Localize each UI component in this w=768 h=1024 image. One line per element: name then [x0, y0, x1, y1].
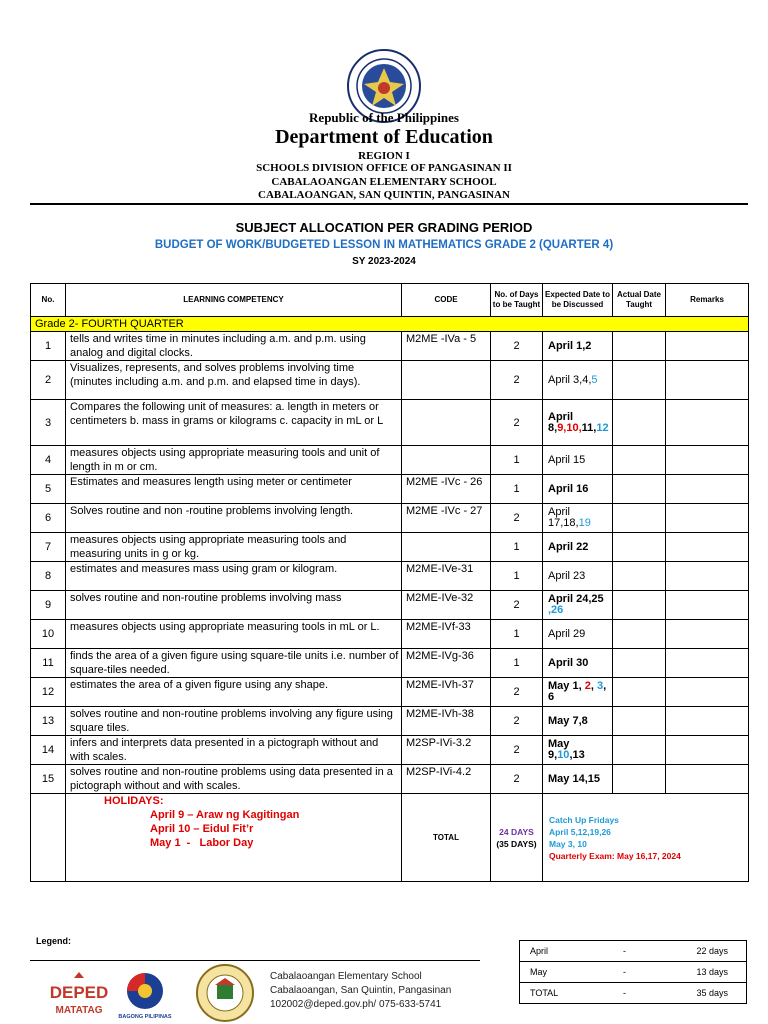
- row-remarks: [666, 400, 749, 446]
- row-expected-date: [543, 678, 613, 707]
- date-segment: April: [548, 506, 571, 518]
- row-expected-date: [543, 533, 613, 562]
- legend-row: [520, 962, 747, 983]
- date-segment: 12: [596, 421, 609, 434]
- holiday-item: April 10 – Eidul Fit’r: [150, 823, 254, 835]
- row-expected-date: [543, 765, 613, 794]
- date-segment: April: [548, 410, 574, 423]
- date-segment: April 15: [548, 453, 586, 466]
- date-segment: May 14,15: [548, 772, 600, 785]
- row-remarks: [666, 446, 749, 475]
- row-days: 1: [491, 562, 543, 591]
- table-row: [31, 504, 749, 533]
- total-days-sub: (35 DAYS): [496, 838, 537, 849]
- row-remarks: [666, 591, 749, 620]
- legend-label: Legend:: [36, 936, 71, 946]
- row-days: 1: [491, 649, 543, 678]
- row-number: 2: [31, 361, 66, 400]
- row-code: M2ME -IVa - 5: [402, 332, 491, 361]
- row-code: M2SP-IVi-3.2: [402, 736, 491, 765]
- region-heading: REGION I: [358, 150, 410, 162]
- row-actual-date: [613, 446, 666, 475]
- row-competency: Solves routine and non -routine problems involving length.: [66, 504, 402, 533]
- date-segment: 11,: [581, 421, 597, 434]
- date-segment: 19: [578, 517, 591, 529]
- row-code: M2ME-IVe-31: [402, 562, 491, 591]
- table-row: [31, 736, 749, 765]
- row-remarks: [666, 533, 749, 562]
- row-actual-date: [613, 736, 666, 765]
- total-label: TOTAL: [402, 794, 491, 882]
- row-days: 2: [491, 332, 543, 361]
- row-code: [402, 533, 491, 562]
- row-number: 6: [31, 504, 66, 533]
- date-segment: ,13: [569, 749, 585, 761]
- footer-school-name: Cabalaoangan Elementary School: [270, 971, 422, 982]
- header-competency: LEARNING COMPETENCY: [66, 284, 402, 317]
- table-row: [31, 446, 749, 475]
- footer-address: Cabalaoangan, San Quintin, Pangasinan: [270, 985, 452, 996]
- date-segment: ,26: [548, 604, 564, 616]
- total-days-cell: [491, 794, 543, 882]
- quarterly-exam: Quarterly Exam: May 16,17, 2024: [549, 850, 681, 861]
- holidays-title: HOLIDAYS:: [104, 795, 164, 807]
- row-remarks: [666, 475, 749, 504]
- date-segment: 5: [591, 373, 598, 386]
- row-actual-date: [613, 678, 666, 707]
- row-days: 2: [491, 678, 543, 707]
- row-expected-date: [543, 620, 613, 649]
- svg-text:BAGONG PILIPINAS: BAGONG PILIPINAS: [118, 1014, 172, 1020]
- table-row: [31, 591, 749, 620]
- row-code: [402, 361, 491, 400]
- legend-summary-table: [519, 940, 747, 1004]
- legend-month: May: [520, 962, 595, 983]
- date-segment: 9,10,: [557, 421, 582, 434]
- row-code: M2ME-IVf-33: [402, 620, 491, 649]
- row-code: [402, 400, 491, 446]
- row-remarks: [666, 620, 749, 649]
- division-heading: SCHOOLS DIVISION OFFICE OF PANGASINAN II: [256, 162, 512, 174]
- date-segment: April 16: [548, 482, 589, 495]
- row-days: 2: [491, 400, 543, 446]
- row-number: 14: [31, 736, 66, 765]
- bagong-pilipinas-logo-icon: [118, 970, 172, 1020]
- row-actual-date: [613, 562, 666, 591]
- row-competency: infers and interprets data presented in a pictograph without and with scales.: [66, 736, 402, 765]
- table-row: [31, 332, 749, 361]
- holidays-row: [31, 794, 749, 882]
- row-code: M2ME -IVc - 26: [402, 475, 491, 504]
- table-row: [31, 562, 749, 591]
- legend-divider: [30, 960, 480, 961]
- row-competency: solves routine and non-routine problems using data presented in a pictograph without and with scales.: [66, 765, 402, 794]
- row-expected-date: [543, 446, 613, 475]
- deped-matatag-logo-icon: [48, 970, 110, 1020]
- row-remarks: [666, 736, 749, 765]
- table-row: [31, 765, 749, 794]
- row-number: 11: [31, 649, 66, 678]
- row-expected-date: [543, 562, 613, 591]
- row-actual-date: [613, 765, 666, 794]
- row-number: 1: [31, 332, 66, 361]
- date-segment: ,: [578, 680, 585, 692]
- legend-value: 35 days: [655, 983, 747, 1004]
- row-competency: tells and writes time in minutes including a.m. and p.m. using analog and digital clocks.: [66, 332, 402, 361]
- row-actual-date: [613, 533, 666, 562]
- row-actual-date: [613, 361, 666, 400]
- department-heading: Department of Education: [275, 126, 493, 148]
- date-segment: April 23: [548, 569, 586, 582]
- table-row: [31, 533, 749, 562]
- location-heading: CABALAOANGAN, SAN QUINTIN, PANGASINAN: [258, 189, 510, 201]
- date-segment: 8,: [548, 421, 558, 434]
- holiday-item: May 1 - Labor Day: [150, 837, 254, 849]
- date-segment: 2: [584, 680, 591, 692]
- holidays-cell: [66, 794, 402, 882]
- row-expected-date: [543, 361, 613, 400]
- row-number: 3: [31, 400, 66, 446]
- row-days: 2: [491, 361, 543, 400]
- row-code: M2SP-IVi-4.2: [402, 765, 491, 794]
- row-actual-date: [613, 475, 666, 504]
- row-code: [402, 446, 491, 475]
- legend-row: [520, 983, 747, 1004]
- row-expected-date: [543, 736, 613, 765]
- school-heading: CABALAOANGAN ELEMENTARY SCHOOL: [271, 176, 497, 188]
- document-subtitle: BUDGET OF WORK/BUDGETED LESSON IN MATHEMATICS GRADE 2 (QUARTER 4): [154, 239, 614, 251]
- date-segment: April 3,4,: [548, 373, 592, 386]
- date-segment: ,: [603, 680, 607, 692]
- date-segment: 3: [596, 680, 604, 692]
- catch-up-may: May 3, 10: [549, 838, 587, 849]
- school-seal-icon: [190, 963, 260, 1023]
- date-segment: 6: [548, 691, 555, 703]
- date-segment: May 1: [548, 680, 579, 692]
- row-number: 8: [31, 562, 66, 591]
- row-actual-date: [613, 400, 666, 446]
- row-competency: estimates and measures mass using gram or kilogram.: [66, 562, 402, 591]
- row-competency: solves routine and non-routine problems involving mass: [66, 591, 402, 620]
- row-competency: measures objects using appropriate measuring tools and unit of length in m or cm.: [66, 446, 402, 475]
- catch-up-april: April 5,12,19,26: [549, 826, 611, 837]
- row-remarks: [666, 649, 749, 678]
- row-days: 2: [491, 736, 543, 765]
- table-row: [31, 620, 749, 649]
- date-segment: April 24,25: [548, 593, 604, 605]
- row-remarks: [666, 765, 749, 794]
- row-remarks: [666, 504, 749, 533]
- row-number: 12: [31, 678, 66, 707]
- row-number: 10: [31, 620, 66, 649]
- row-remarks: [666, 562, 749, 591]
- quarter-row: [31, 317, 749, 332]
- republic-heading: Republic of the Philippines: [309, 110, 459, 125]
- row-remarks: [666, 361, 749, 400]
- svg-text:MATATAG: MATATAG: [55, 1005, 103, 1016]
- date-segment: April 29: [548, 627, 586, 640]
- row-days: 2: [491, 591, 543, 620]
- row-code: M2ME-IVh-38: [402, 707, 491, 736]
- row-code: M2ME-IVe-32: [402, 591, 491, 620]
- row-remarks: [666, 332, 749, 361]
- row-competency: finds the area of a given figure using square-tile units i.e. number of square-tiles needed.: [66, 649, 402, 678]
- header-actual-date: Actual Date Taught: [613, 284, 666, 317]
- footer-contact: [270, 970, 451, 1012]
- row-competency: solves routine and non-routine problems involving any figure using square tiles.: [66, 707, 402, 736]
- row-days: 2: [491, 765, 543, 794]
- row-actual-date: [613, 332, 666, 361]
- header-no: No.: [31, 284, 66, 317]
- document-title: SUBJECT ALLOCATION PER GRADING PERIOD: [235, 220, 533, 235]
- legend-dash: -: [595, 983, 655, 1004]
- row-code: M2ME-IVg-36: [402, 649, 491, 678]
- row-days: 1: [491, 475, 543, 504]
- legend-dash: -: [595, 941, 655, 962]
- row-expected-date: [543, 649, 613, 678]
- row-remarks: [666, 678, 749, 707]
- header-code: CODE: [402, 284, 491, 317]
- row-competency: Compares the following unit of measures: a. length in meters or centimeters b. mass in grams or kilograms c. capacity in mL or L: [66, 400, 402, 446]
- header-days: No. of Days to be Taught: [491, 284, 543, 317]
- table-row: [31, 400, 749, 446]
- row-days: 1: [491, 533, 543, 562]
- row-actual-date: [613, 504, 666, 533]
- table-header-row: [31, 284, 749, 317]
- row-expected-date: [543, 400, 613, 446]
- date-segment: 9,: [548, 749, 558, 761]
- date-segment: May 7,8: [548, 714, 588, 727]
- row-expected-date: [543, 475, 613, 504]
- row-competency: estimates the area of a given figure using any shape.: [66, 678, 402, 707]
- row-days: 2: [491, 504, 543, 533]
- holiday-item: April 9 – Araw ng Kagitingan: [150, 809, 300, 821]
- table-row: [31, 361, 749, 400]
- row-number: 15: [31, 765, 66, 794]
- table-row: [31, 475, 749, 504]
- table-row: [31, 649, 749, 678]
- table-row: [31, 707, 749, 736]
- row-expected-date: [543, 591, 613, 620]
- legend-value: 22 days: [655, 941, 747, 962]
- row-number: 13: [31, 707, 66, 736]
- row-competency: measures objects using appropriate measuring tools in mL or L.: [66, 620, 402, 649]
- row-actual-date: [613, 620, 666, 649]
- svg-text:DEPED: DEPED: [49, 983, 109, 1002]
- date-segment: April 30: [548, 656, 589, 669]
- row-days: 1: [491, 446, 543, 475]
- row-days: 2: [491, 707, 543, 736]
- header-expected-date: Expected Date to be Discussed: [543, 284, 613, 317]
- row-code: M2ME -IVc - 27: [402, 504, 491, 533]
- row-expected-date: [543, 707, 613, 736]
- date-segment: ,: [590, 680, 597, 692]
- budget-of-work-table: [30, 283, 749, 882]
- catch-up-cell: [543, 794, 749, 882]
- row-number: 9: [31, 591, 66, 620]
- legend-value: 13 days: [655, 962, 747, 983]
- row-number: 7: [31, 533, 66, 562]
- date-segment: April 22: [548, 540, 589, 553]
- header-remarks: Remarks: [666, 284, 749, 317]
- table-row: [31, 678, 749, 707]
- row-number: 5: [31, 475, 66, 504]
- row-actual-date: [613, 591, 666, 620]
- total-days: 24 DAYS: [499, 826, 534, 837]
- legend-dash: -: [595, 962, 655, 983]
- date-segment: April 1,2: [548, 339, 592, 352]
- row-remarks: [666, 707, 749, 736]
- legend-month: April: [520, 941, 595, 962]
- row-competency: Estimates and measures length using meter or centimeter: [66, 475, 402, 504]
- date-segment: May: [548, 738, 570, 750]
- row-competency: measures objects using appropriate measuring tools and measuring units in g or kg.: [66, 533, 402, 562]
- row-competency: Visualizes, represents, and solves problems involving time (minutes including a.m. and p.m. and elapsed time in days).: [66, 361, 402, 400]
- catch-up-title: Catch Up Fridays: [549, 814, 619, 825]
- row-expected-date: [543, 504, 613, 533]
- row-actual-date: [613, 707, 666, 736]
- row-actual-date: [613, 649, 666, 678]
- row-number: 4: [31, 446, 66, 475]
- row-days: 1: [491, 620, 543, 649]
- header-divider: [30, 203, 748, 205]
- date-segment: 17,18,: [548, 517, 579, 529]
- school-year: SY 2023-2024: [352, 256, 416, 267]
- footer-contact-info: 102002@deped.gov.ph/ 075-633-5741: [270, 999, 442, 1010]
- legend-row: [520, 941, 747, 962]
- quarter-label: Grade 2- FOURTH QUARTER: [31, 317, 749, 332]
- date-segment: 10: [557, 749, 570, 761]
- row-code: M2ME-IVh-37: [402, 678, 491, 707]
- row-expected-date: [543, 332, 613, 361]
- legend-month: TOTAL: [520, 983, 595, 1004]
